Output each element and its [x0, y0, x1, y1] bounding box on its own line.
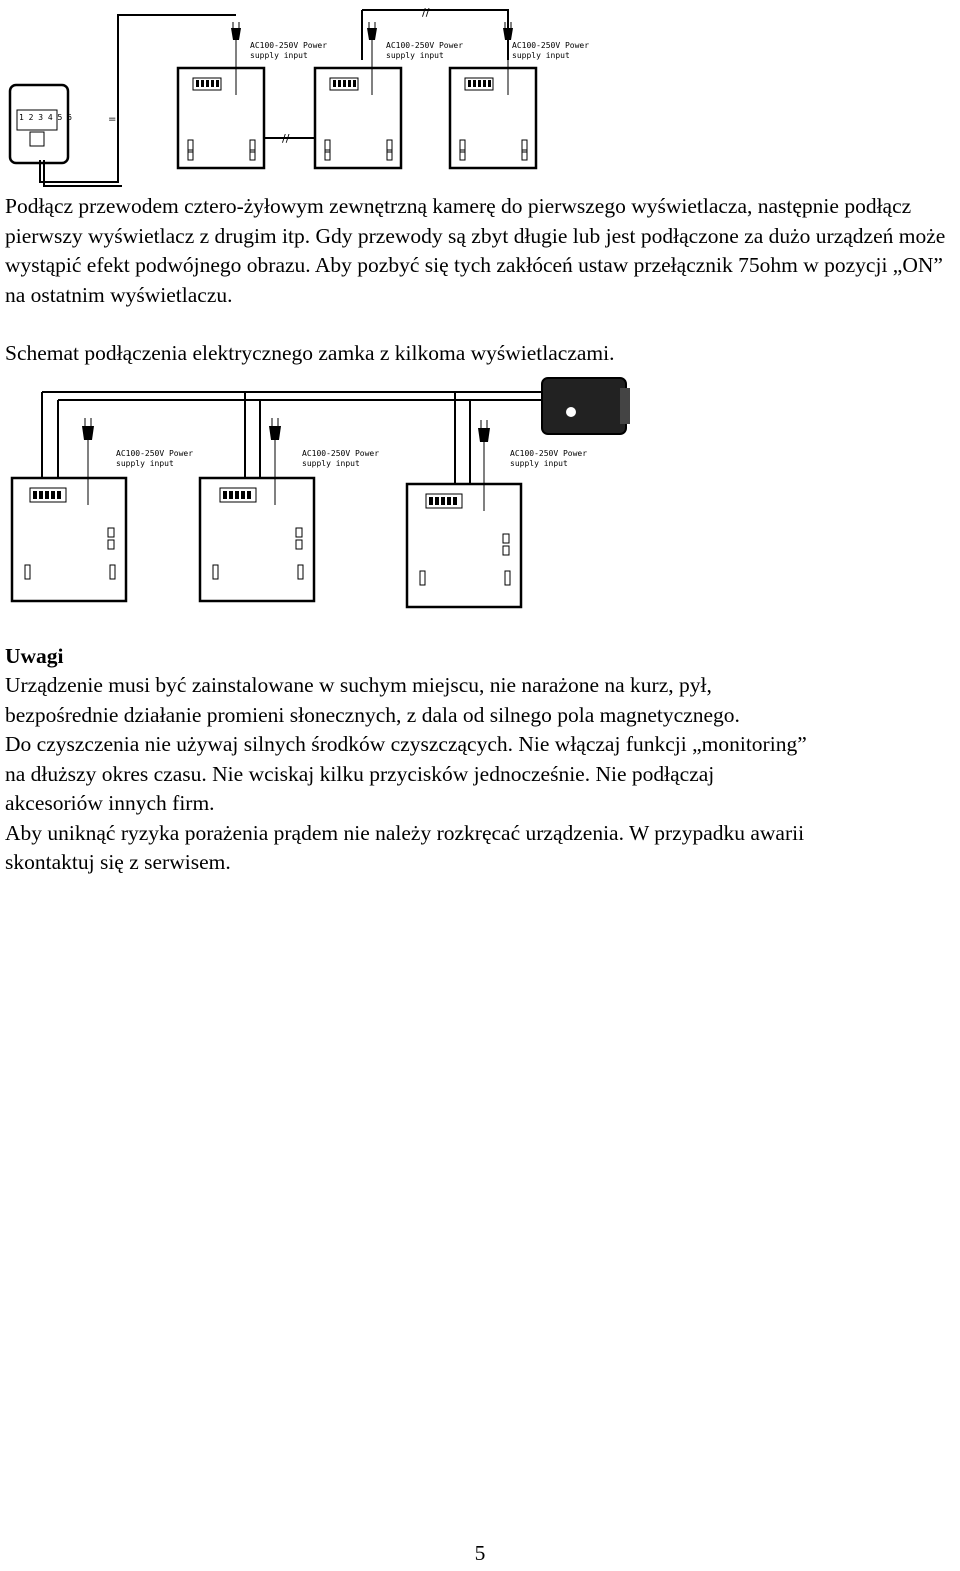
notes-line: Do czyszczenia nie używaj silnych środków czyszczących. Nie włączaj funkcji „monitoring” — [5, 732, 807, 756]
power-label: supply input — [386, 51, 444, 60]
page-number: 5 — [474, 1541, 486, 1565]
power-label: AC100-250V Power — [116, 449, 194, 458]
notes-line: akcesoriów innych firm. — [5, 791, 215, 815]
power-label: supply input — [510, 459, 568, 468]
lock-wiring-diagram — [0, 370, 960, 615]
svg-text:=: = — [108, 114, 117, 125]
electric-lock-icon — [542, 378, 630, 434]
camera-connection-paragraph: Podłącz przewodem cztero-żyłowym zewnętrzną kamerę do pierwszego wyświetlacza, następnie podłącz pierwszy wyświetlacz z drugim itp. Gdy przewody są zbyt długie lub jest podłączone za dużo urządzeń może wystąpić efekt podwójnego obrazu. Aby pozbyć się tych zakłóceń ustaw przełącznik 75ohm w pozycji „ON” na ostatnim wyświetlaczu. — [5, 194, 946, 307]
svg-text://: // — [422, 6, 430, 19]
power-label: supply input — [302, 459, 360, 468]
lock-wiring-caption: Schemat podłączenia elektrycznego zamka z kilkoma wyświetlaczami. — [5, 341, 615, 365]
indoor-monitor-2 — [200, 418, 314, 601]
notes-line: Urządzenie musi być zainstalowane w suchym miejscu, nie narażone na kurz, pył, — [5, 673, 712, 697]
notes-line: Aby uniknąć ryzyka porażenia prądem nie należy rozkręcać urządzenia. W przypadku awarii — [5, 820, 805, 845]
indoor-monitor-3 — [407, 420, 521, 607]
notes-line: na dłuższy okres czasu. Nie wciskaj kilku przycisków jednocześnie. Nie podłączaj — [5, 761, 715, 786]
power-label: AC100-250V Power — [250, 41, 328, 50]
power-label: supply input — [512, 51, 570, 60]
power-label: supply input — [116, 459, 174, 468]
power-label: AC100-250V Power — [510, 449, 588, 458]
camera-terminal-label: 1 2 3 4 5 6 — [19, 113, 72, 122]
camera-wiring-diagram — [0, 0, 960, 190]
indoor-monitor-1 — [12, 418, 126, 601]
power-label: AC100-250V Power — [386, 41, 464, 50]
power-label: AC100-250V Power — [302, 449, 380, 458]
notes-body — [5, 671, 960, 878]
svg-text://: // — [282, 132, 290, 145]
power-label: AC100-250V Power — [512, 41, 590, 50]
power-label: supply input — [250, 51, 308, 60]
notes-line: bezpośrednie działanie promieni słonecznych, z dala od silnego pola magnetycznego. — [5, 702, 740, 727]
outdoor-camera-unit — [10, 85, 72, 163]
notes-line: skontaktuj się z serwisem. — [5, 850, 231, 874]
notes-heading: Uwagi — [5, 644, 64, 668]
